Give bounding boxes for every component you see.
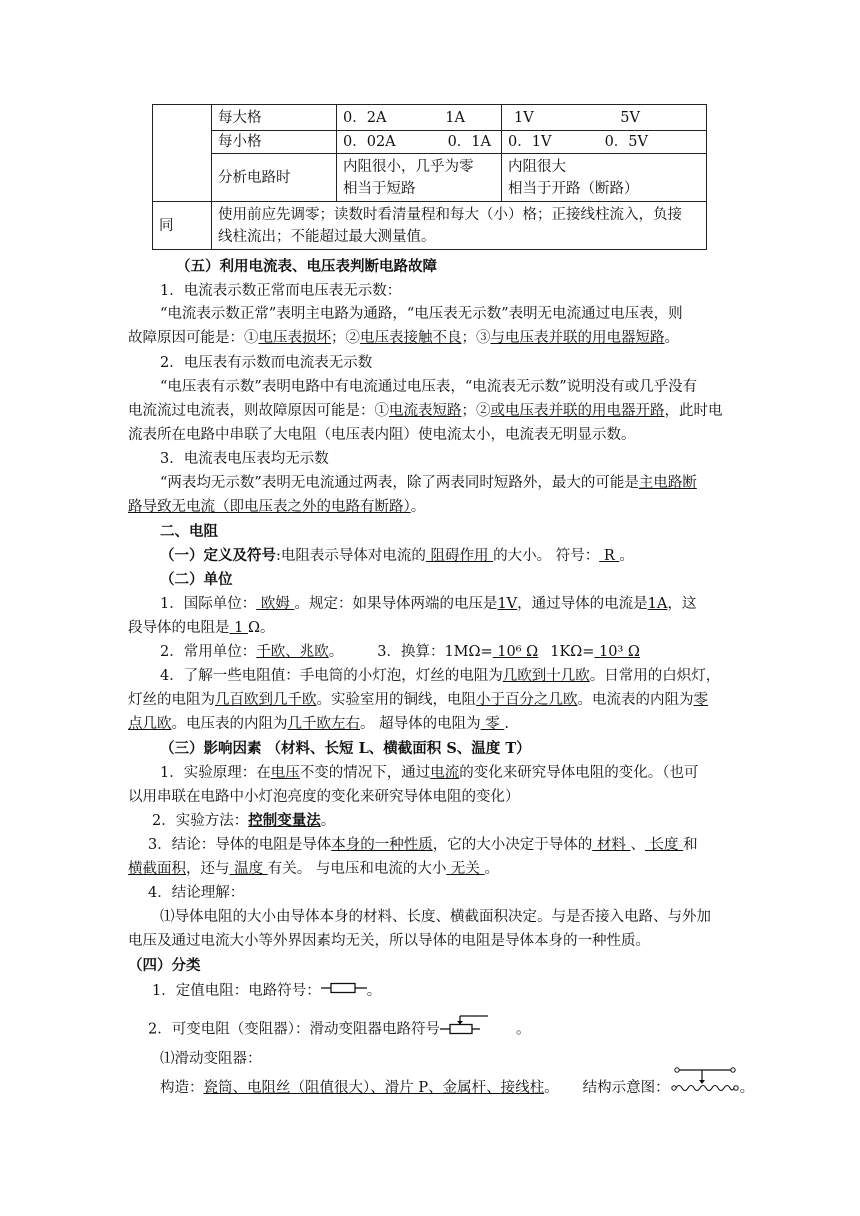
- paragraph-title: 3．电流表电压表均无示数: [160, 451, 329, 467]
- text-run: 。日常用的白炽灯，: [589, 668, 721, 684]
- text-run: 或电压表并联的用电器开路: [490, 403, 665, 419]
- text-run: 电流: [430, 765, 460, 781]
- table-cell: [502, 105, 707, 131]
- text-run: 结构示意图：: [582, 1080, 670, 1096]
- paragraph-line: [128, 689, 708, 711]
- text-run: 10³ Ω: [594, 644, 640, 660]
- text-run: ，通过导体的电流是: [517, 596, 648, 612]
- text-run: 10⁶ Ω: [492, 644, 539, 660]
- paragraph-line: “电压表有示数”表明电路中有电流通过电压表，“电流表无示数”说明没有或几乎没有: [160, 379, 698, 395]
- text-run: 。: [366, 983, 382, 999]
- text-run: 1KΩ=: [550, 644, 595, 660]
- text-run: 段导体的电阻是: [128, 620, 230, 636]
- paragraph-line: [152, 980, 381, 1002]
- text-run: 的大小。 符号：: [493, 548, 600, 564]
- paragraph-title: 4．结论理解：: [148, 885, 245, 901]
- text-run: 千欧、兆欧: [256, 644, 329, 660]
- text-run: 。: [739, 1080, 755, 1096]
- table-value: 1V: [514, 109, 534, 126]
- text-run: 3．结论：导体的电阻是导体: [148, 837, 332, 853]
- text-run: 阻碍作用: [425, 548, 494, 564]
- table-cell: [337, 105, 502, 131]
- text-run: 长度: [644, 837, 684, 853]
- paragraph-line: [128, 327, 679, 349]
- section-heading: （四）分类: [128, 957, 201, 974]
- text-run: 、: [630, 837, 645, 853]
- table-value: 0．5V: [604, 134, 648, 150]
- text-run: ；②: [461, 403, 491, 419]
- table-row: [153, 131, 707, 154]
- text-run: “两表均无示数”表明无电流通过两表，除了两表同时短路外，最大的可能是: [160, 475, 639, 491]
- paragraph-line: [160, 1066, 754, 1103]
- table-row: [153, 154, 707, 202]
- text-run: 。: [328, 644, 344, 660]
- text-run: 和: [683, 837, 698, 853]
- text-run: 控制变量法: [248, 812, 321, 829]
- text-run: .: [504, 716, 509, 732]
- text-run: ；②: [331, 330, 360, 346]
- text-run: 1A: [647, 596, 668, 612]
- paragraph-line: [160, 641, 640, 663]
- text-run: 温度: [229, 861, 268, 877]
- text-run: 零: [480, 716, 505, 732]
- text-run: 2．可变电阻（变阻器）：滑动变阻器电路符号: [148, 1021, 440, 1038]
- text-run: 4．了解一些电阻值：手电筒的小灯泡，灯丝的电阻为: [160, 668, 503, 684]
- paragraph-line: [160, 472, 697, 494]
- text-run: 。电压表的内阻为: [171, 716, 288, 732]
- text-run: 2．实验方法：: [152, 813, 249, 829]
- table-value: 内阻很大: [508, 158, 566, 175]
- table-cell: 同: [153, 202, 212, 250]
- text-run: 无关: [446, 861, 485, 877]
- text-run: 小于百分之几欧: [476, 692, 578, 708]
- rheostat-symbol-icon: [440, 1012, 490, 1047]
- table-value: 相当于开路（断路）: [508, 180, 639, 197]
- paragraph-line: 电压及通过电流大小等外界因素均无关，所以导体的电阻是导体本身的一种性质。: [128, 933, 650, 949]
- table-value: 0．02A: [343, 134, 396, 150]
- table-cell-blank: [153, 105, 212, 202]
- table-row: [153, 105, 707, 131]
- text-run: 欧姆: [256, 596, 295, 612]
- table-value: 0．1V: [508, 134, 552, 150]
- text-run: 电流表短路: [389, 403, 462, 419]
- paragraph-line: 流表所在电路中串联了大电阻（电压表内阻）使电流太小，电流表无明显示数。: [128, 427, 636, 443]
- paragraph-line: [148, 834, 698, 856]
- table-cell: 每小格: [212, 131, 337, 154]
- text-run: :电阻表示导体对电流的: [276, 548, 426, 564]
- text-run: 1V: [497, 596, 518, 612]
- text-run: 。 超导体的电阻为: [360, 716, 481, 732]
- paragraph-line: [160, 593, 696, 615]
- text-run: 。: [410, 499, 426, 515]
- text-run: Ω。: [247, 620, 275, 636]
- text-run: 与电压表并联的用电器短路: [490, 330, 665, 346]
- paragraph-line: [128, 617, 274, 639]
- meter-comparison-table: [152, 104, 707, 250]
- text-run: 1．实验原理：在: [160, 765, 271, 781]
- text-run: 电流流过电流表，则故障原因可能是：①: [128, 403, 389, 419]
- section-heading: （三）影响因素 （材料、长短 L、横截面积 S、温度 T）: [160, 740, 531, 757]
- text-run: 1: [229, 620, 248, 636]
- text-run: 几千欧左右: [287, 716, 360, 732]
- text-run: ，它的大小决定于导体的: [432, 837, 593, 853]
- text-run: 。电流表的内阻为: [577, 692, 694, 708]
- section-heading: 二、电阻: [160, 523, 218, 540]
- table-cell: [212, 202, 707, 250]
- paragraph-line: [160, 762, 698, 784]
- paragraph-line: [128, 713, 509, 735]
- text-run: 。规定：如果导体两端的电压是: [294, 596, 498, 612]
- text-run: 灯丝的电阻为: [128, 692, 215, 708]
- paragraph-line: [160, 545, 634, 567]
- paragraph-title: 1．电流表示数正常而电压表无示数：: [160, 283, 402, 299]
- table-cell: [502, 131, 707, 154]
- text-run: 不变的情况下，通过: [299, 765, 431, 781]
- rheostat-structure-diagram-icon: [670, 1066, 740, 1103]
- text-run: 。: [484, 861, 500, 877]
- text-run: 材料: [592, 837, 631, 853]
- table-value: 内阻很小，几乎为零: [343, 158, 474, 175]
- table-row: [153, 202, 707, 250]
- text-run: 瓷筒、电阻丝（阻值很大）、滑片 P、金属杆、接线柱: [203, 1080, 545, 1096]
- section-heading: （二）单位: [160, 571, 233, 588]
- text-run: 电压表损坏: [258, 330, 331, 346]
- text-run: R: [599, 548, 620, 564]
- section-heading: （五）利用电流表、电压表判断电路故障: [176, 258, 437, 275]
- paragraph-line: ⑴导体电阻的大小由导体本身的材料、长度、横截面积决定。与是否接入电路、与外加: [160, 909, 711, 925]
- text-run: ，这: [667, 596, 697, 612]
- table-cell: [502, 154, 707, 202]
- text-run: 故障原因可能是：①: [128, 330, 259, 346]
- paragraph-line: [128, 400, 723, 422]
- text-run: 。实验室用的铜线，电阻: [316, 692, 476, 708]
- paragraph-line: [128, 858, 499, 880]
- table-value: 0．2A: [343, 109, 387, 126]
- text-run: 零: [693, 692, 708, 708]
- text-run: ，还与: [186, 861, 230, 877]
- paragraph-line: [160, 665, 720, 687]
- text-run: 电压表接触不良: [360, 330, 462, 346]
- table-value: 0．1A: [447, 134, 491, 150]
- paragraph-title: ⑴滑动变阻器：: [160, 1051, 262, 1067]
- text-run: （一）定义及符号: [160, 547, 276, 564]
- table-cell: [337, 131, 502, 154]
- paragraph-line: [128, 496, 425, 518]
- paragraph-line: “电流表示数正常”表明主电路为通路，“电压表无示数”表明无电流通过电压表，则: [160, 306, 683, 322]
- text-run: 电压: [270, 765, 300, 781]
- text-run: 1．定值电阻：电路符号：: [152, 983, 321, 999]
- table-cell: 每大格: [212, 105, 337, 131]
- text-run: 。: [515, 1021, 531, 1038]
- text-run: 3．换算：1MΩ=: [377, 644, 493, 660]
- text-run: 。: [544, 1080, 559, 1096]
- table-value: 使用前应先调零；读数时看清量程和每大（小）格；正接线柱流入，负接: [218, 206, 682, 223]
- table-value: 相当于短路: [343, 180, 416, 197]
- paragraph-line: [148, 1012, 530, 1047]
- paragraph-line: 以用串联在电路中小灯泡亮度的变化来研究导体电阻的变化）: [128, 789, 520, 805]
- text-run: 几百欧到几千欧: [215, 692, 317, 708]
- text-run: 1．国际单位：: [160, 596, 257, 612]
- table-value: 5V: [620, 109, 640, 126]
- text-run: 。: [619, 548, 634, 564]
- text-run: 几欧到十几欧: [502, 668, 590, 684]
- text-run: 有关。 与电压和电流的大小: [267, 861, 447, 877]
- text-run: 构造：: [160, 1080, 204, 1096]
- text-run: 横截面积: [128, 861, 186, 877]
- text-run: ，此时电: [664, 403, 723, 419]
- table-cell: [337, 154, 502, 202]
- table-cell: 分析电路时: [212, 154, 337, 202]
- fixed-resistor-symbol-icon: [321, 980, 367, 1002]
- text-run: 路导致无电流（即电压表之外的电路有断路）: [128, 499, 411, 515]
- text-run: 点几欧: [128, 716, 172, 732]
- text-run: 的变化来研究导体电阻的变化。（也可: [459, 765, 699, 781]
- text-run: 本身的一种性质: [331, 837, 433, 853]
- text-run: 2．常用单位：: [160, 644, 257, 660]
- paragraph-title: 2．电压表有示数而电流表无示数: [160, 355, 373, 371]
- text-run: 。: [320, 813, 336, 829]
- text-run: ；③: [461, 330, 491, 346]
- paragraph-line: [152, 810, 335, 832]
- table-value: 线柱流出；不能超过最大测量值。: [218, 228, 436, 245]
- text-run: 主电路断: [638, 475, 697, 491]
- table-value: 1A: [445, 109, 465, 126]
- text-run: 。: [664, 330, 679, 346]
